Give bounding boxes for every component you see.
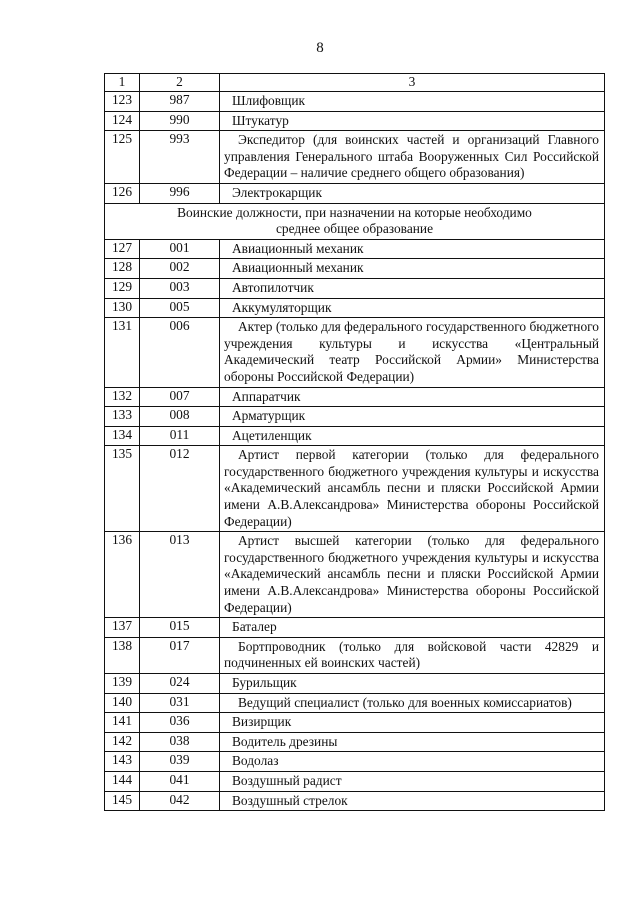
position-code: 990: [140, 111, 220, 131]
row-number: 125: [105, 131, 140, 184]
table-row: [105, 387, 605, 407]
position-title-cell: [220, 426, 605, 446]
table-row: [105, 771, 605, 791]
position-code: 039: [140, 752, 220, 772]
position-code: 011: [140, 426, 220, 446]
position-title: Водолаз: [232, 753, 279, 769]
position-code: 008: [140, 407, 220, 427]
table-row: [105, 532, 605, 618]
section-header-row: [105, 203, 605, 239]
table-row: [105, 318, 605, 387]
table-row: [105, 183, 605, 203]
position-title-cell: [220, 259, 605, 279]
table-row: [105, 426, 605, 446]
position-code: 002: [140, 259, 220, 279]
table-row: [105, 239, 605, 259]
position-title: Бортпроводник (только для войсковой части 42829 и подчиненных ей воинских частей): [224, 638, 599, 671]
table-row: [105, 111, 605, 131]
section-header-line-1: Воинские должности, при назначении на которые необходимо: [177, 204, 532, 220]
row-number: 141: [105, 713, 140, 733]
position-title: Аппаратчик: [232, 388, 301, 404]
position-title: Артист высшей категории (только для федерального государственного бюджетного учреждения культуры и искусства «Академический ансамбль песни и пляски Российской Армии имени А.В.Александрова» Министерства обороны Российской Федерации): [224, 533, 599, 615]
row-number: 142: [105, 732, 140, 752]
position-title-cell: [220, 131, 605, 184]
row-number: 134: [105, 426, 140, 446]
position-title-cell: [220, 183, 605, 203]
position-code: 041: [140, 771, 220, 791]
position-title-cell: [220, 407, 605, 427]
position-title-cell: [220, 713, 605, 733]
row-number: 136: [105, 532, 140, 618]
position-title-cell: [220, 791, 605, 811]
position-title: Авиационный механик: [232, 260, 364, 276]
table-row: [105, 407, 605, 427]
row-number: 131: [105, 318, 140, 387]
position-title-cell: [220, 387, 605, 407]
table-row: [105, 446, 605, 532]
position-title: Экспедитор (для воинских частей и организаций Главного управления Генерального штаба Вооруженных Сил Российской Федерации – наличие среднего общего образования): [224, 132, 599, 181]
row-number: 126: [105, 183, 140, 203]
position-code: 017: [140, 637, 220, 673]
position-code: 987: [140, 92, 220, 112]
position-code: 024: [140, 674, 220, 694]
position-title-cell: [220, 752, 605, 772]
position-code: 015: [140, 618, 220, 638]
header-col-1: 1: [105, 74, 140, 92]
table-row: [105, 693, 605, 713]
row-number: 127: [105, 239, 140, 259]
row-number: 137: [105, 618, 140, 638]
position-title: Шлифовщик: [232, 93, 306, 108]
position-title-cell: [220, 674, 605, 694]
position-title-cell: [220, 532, 605, 618]
row-number: 128: [105, 259, 140, 279]
position-code: 003: [140, 278, 220, 298]
position-code: 993: [140, 131, 220, 184]
position-title: Ацетиленщик: [232, 427, 312, 443]
header-row: [105, 74, 605, 92]
header-col-2: 2: [140, 74, 220, 92]
position-code: 005: [140, 298, 220, 318]
table-row: [105, 713, 605, 733]
position-title: Авиационный механик: [232, 240, 364, 256]
table-row: [105, 618, 605, 638]
position-title: Штукатур: [232, 112, 289, 128]
position-title-cell: [220, 637, 605, 673]
positions-table: [104, 73, 605, 811]
header-col-3: 3: [220, 74, 605, 92]
position-title-cell: [220, 298, 605, 318]
table-row: [105, 732, 605, 752]
position-code: 036: [140, 713, 220, 733]
position-title: Аккумуляторщик: [232, 299, 332, 315]
position-code: 996: [140, 183, 220, 203]
table-row: [105, 92, 605, 112]
row-number: 139: [105, 674, 140, 694]
row-number: 143: [105, 752, 140, 772]
position-code: 012: [140, 446, 220, 532]
row-number: 129: [105, 278, 140, 298]
position-title: Арматурщик: [232, 408, 306, 424]
position-title-cell: [220, 732, 605, 752]
row-number: 135: [105, 446, 140, 532]
position-title-cell: [220, 239, 605, 259]
table-row: [105, 637, 605, 673]
position-title: Ведущий специалист (только для военных комиссариатов): [238, 694, 572, 710]
position-code: 001: [140, 239, 220, 259]
table-row: [105, 259, 605, 279]
row-number: 124: [105, 111, 140, 131]
row-number: 144: [105, 771, 140, 791]
position-title: Актер (только для федерального государственного бюджетного учреждения культуры и искусства «Центральный Академический театр Российской Армии» Министерства обороны Российской Федерации): [224, 319, 599, 384]
position-title-cell: [220, 618, 605, 638]
table-row: [105, 298, 605, 318]
position-title-cell: [220, 446, 605, 532]
position-code: 013: [140, 532, 220, 618]
position-title-cell: [220, 771, 605, 791]
position-title-cell: [220, 278, 605, 298]
section-header-line-2: среднее общее образование: [275, 221, 434, 237]
table-row: [105, 752, 605, 772]
position-title: Воздушный стрелок: [232, 792, 348, 808]
position-title-cell: [220, 92, 605, 112]
position-title: Баталер: [232, 619, 277, 635]
positions-table-body: [105, 74, 605, 811]
row-number: 132: [105, 387, 140, 407]
position-title: Электрокарщик: [232, 184, 322, 200]
position-code: 042: [140, 791, 220, 811]
position-title: Водитель дрезины: [232, 733, 338, 749]
position-title: Артист первой категории (только для федерального государственного бюджетного учреждения культуры и искусства «Академический ансамбль песни и пляски Российской Армии имени А.В.Александрова» Министерства обороны Российской Федерации): [224, 447, 599, 529]
row-number: 123: [105, 92, 140, 112]
position-title: Бурильщик: [232, 675, 297, 690]
position-title: Автопилотчик: [232, 279, 314, 295]
position-title: Визирщик: [232, 714, 292, 730]
row-number: 138: [105, 637, 140, 673]
page-number: 8: [316, 40, 324, 56]
position-title-cell: [220, 111, 605, 131]
row-number: 145: [105, 791, 140, 811]
position-code: 038: [140, 732, 220, 752]
position-code: 031: [140, 693, 220, 713]
row-number: 130: [105, 298, 140, 318]
row-number: 140: [105, 693, 140, 713]
position-title-cell: [220, 318, 605, 387]
position-code: 006: [140, 318, 220, 387]
position-title: Воздушный радист: [232, 772, 342, 788]
table-row: [105, 674, 605, 694]
table-row: [105, 131, 605, 184]
position-code: 007: [140, 387, 220, 407]
section-header: [105, 203, 605, 239]
position-title-cell: [220, 693, 605, 713]
table-row: [105, 278, 605, 298]
table-row: [105, 791, 605, 811]
row-number: 133: [105, 407, 140, 427]
